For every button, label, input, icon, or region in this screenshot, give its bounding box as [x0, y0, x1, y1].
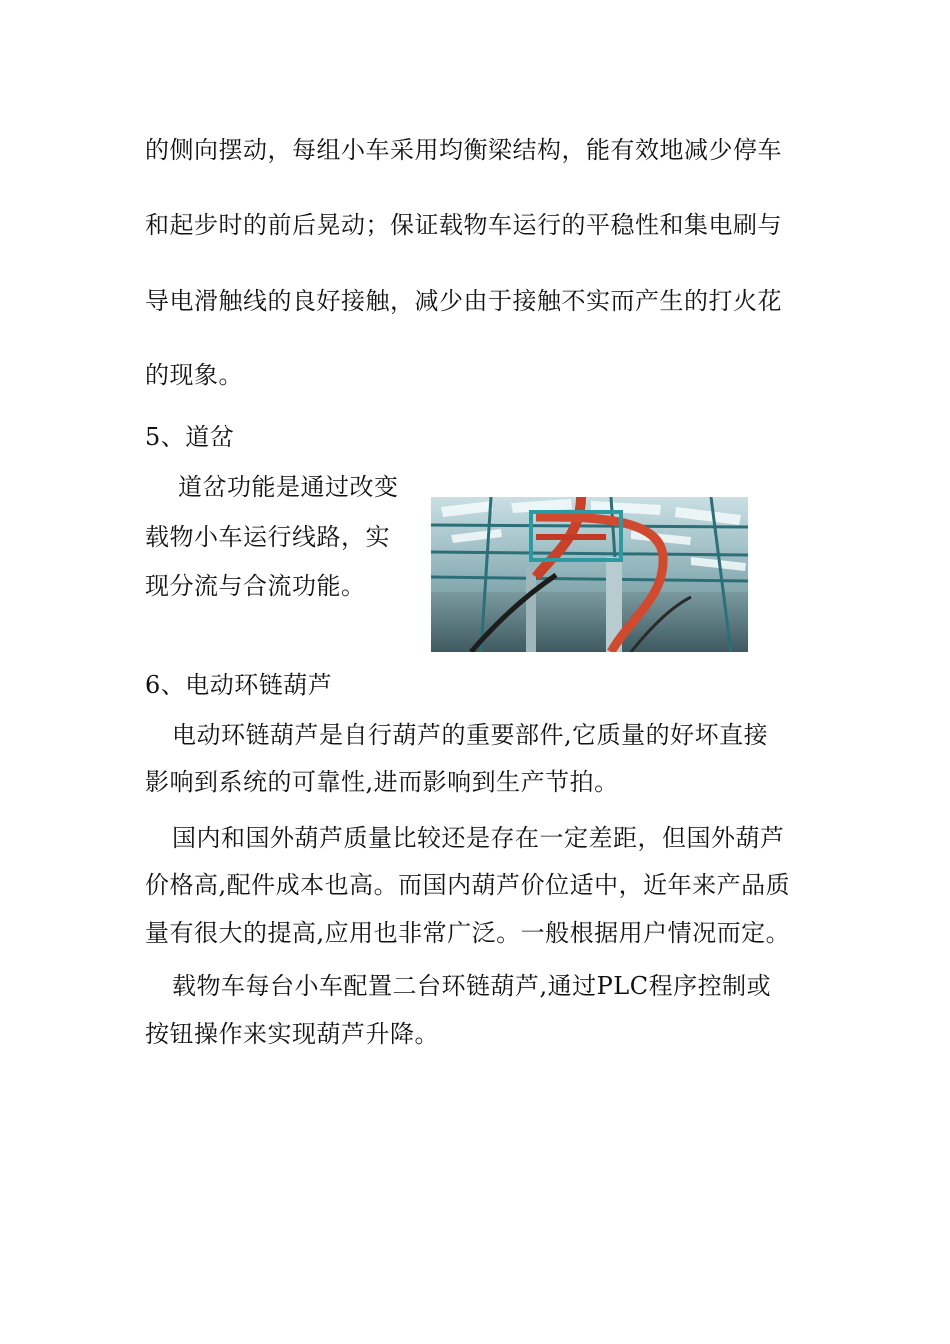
- intro-line-1: 的侧向摆动，每组小车采用均衡梁结构，能有效地减少停车: [145, 136, 782, 164]
- section-5-line-3: 现分流与合流功能。: [145, 572, 366, 600]
- section-6-line-6: 载物车每台小车配置二台环链葫芦,通过PLC程序控制或: [172, 972, 772, 1000]
- section-5-line-2: 载物小车运行线路，实: [145, 523, 390, 551]
- intro-line-4: 的现象。: [145, 361, 243, 389]
- section-6-line-4: 价格高,配件成本也高。而国内葫芦价位适中，近年来产品质: [145, 871, 791, 899]
- intro-line-3: 导电滑触线的良好接触，减少由于接触不实而产生的打火花: [145, 287, 782, 315]
- section-5-heading: 5、道岔: [145, 423, 235, 451]
- section-6-line-3: 国内和国外葫芦质量比较还是存在一定差距，但国外葫芦: [172, 824, 785, 852]
- section-6-line-5: 量有很大的提高,应用也非常广泛。一般根据用户情况而定。: [145, 919, 791, 947]
- intro-line-2: 和起步时的前后晃动；保证载物车运行的平稳性和集电刷与: [145, 211, 782, 239]
- section-6-line-7: 按钮操作来实现葫芦升降。: [145, 1020, 439, 1048]
- section-6-heading: 6、电动环链葫芦: [145, 671, 333, 699]
- section-6-line-2: 影响到系统的可靠性,进而影响到生产节拍。: [145, 768, 619, 796]
- section-5-line-1: 道岔功能是通过改变: [178, 473, 399, 501]
- section-6-line-1: 电动环链葫芦是自行葫芦的重要部件,它质量的好坏直接: [172, 721, 769, 749]
- track-switch-photo: [431, 497, 748, 652]
